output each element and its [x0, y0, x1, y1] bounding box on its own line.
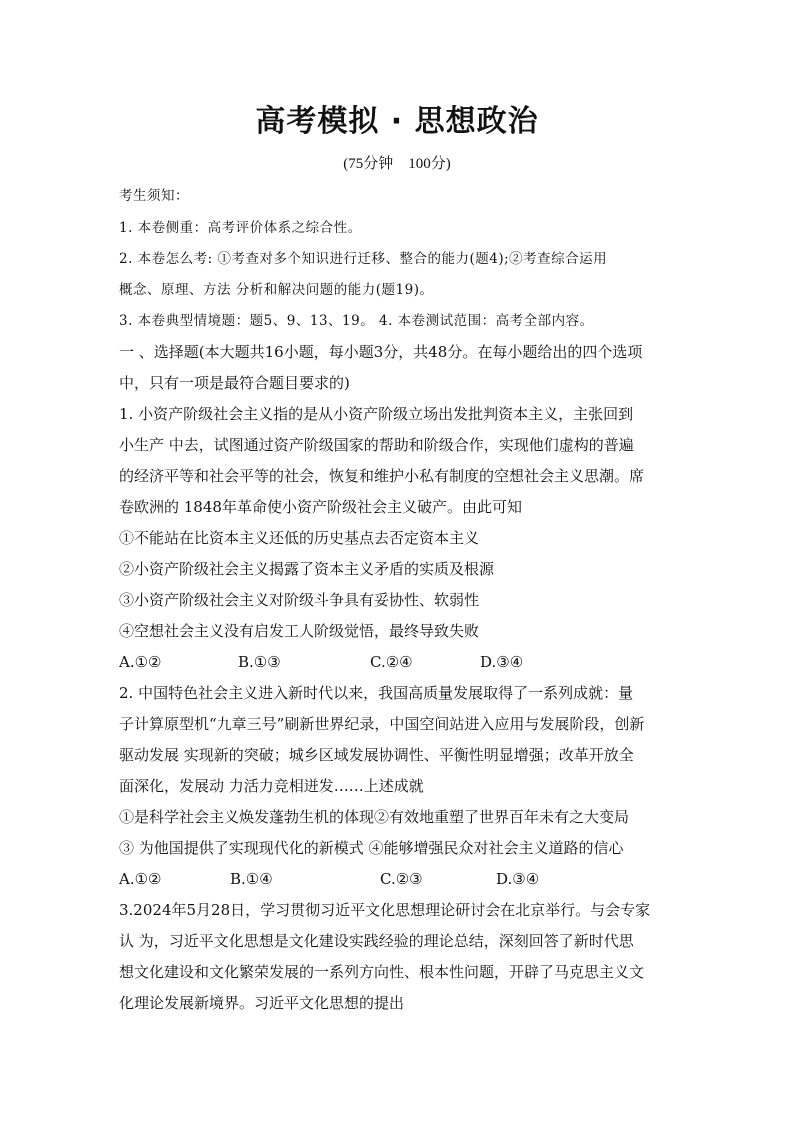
notice-item: 概念、原理、方法 分析和解决问题的能力(题19)。 — [119, 282, 434, 298]
section-instructions: 中，只有一项是最符合题目要求的) — [119, 374, 350, 392]
notice-item: 2. 本卷怎么考: ①考查对多个知识进行迁移、整合的能力(题4);②考查综合运用 — [119, 251, 608, 267]
question-2-stem: 子计算原型机“九章三号”刷新世界纪录，中国空间站进入应用与发展阶段，创新 — [119, 715, 645, 733]
question-3-stem: 3.2024年5月28日，学习贯彻习近平文化思想理论研讨会在北京举行。与会专家 — [119, 901, 651, 919]
question-1-statement: ②小资产阶级社会主义揭露了资本主义矛盾的实质及根源 — [119, 560, 495, 578]
question-1-statement: ①不能站在比资本主义还低的历史基点去否定资本主义 — [119, 529, 480, 547]
option-c[interactable]: C.②③ — [380, 870, 423, 888]
question-1-statement: ④空想社会主义没有启发工人阶级觉悟，最终导致失败 — [119, 622, 480, 640]
question-2-options — [119, 869, 679, 889]
notice-item: 1. 本卷侧重：高考评价体系之综合性。 — [119, 220, 362, 236]
question-1-stem: 小生产 中去，试图通过资产阶级国家的帮助和阶级合作，实现他们虚构的普遍 — [119, 436, 634, 454]
option-c[interactable]: C.②④ — [370, 653, 413, 671]
exam-duration-score: (75分钟 100分) — [343, 156, 451, 172]
option-b[interactable]: B.①③ — [238, 653, 281, 671]
question-2-stem: 面深化，发展动 力活力竞相迸发……上述成就 — [119, 777, 424, 795]
option-a[interactable]: A.①② — [119, 653, 162, 671]
option-d[interactable]: D.③④ — [480, 653, 524, 671]
question-1-stem: 的经济平等和社会平等的社会，恢复和维护小私有制度的空想社会主义思潮。席 — [119, 467, 645, 485]
question-1-statement: ③小资产阶级社会主义对阶级斗争具有妥协性、软弱性 — [119, 591, 480, 609]
option-a[interactable]: A.①② — [119, 870, 162, 888]
question-3-stem: 认 为，习近平文化思想是文化建设实践经验的理论总结，深刻回答了新时代思 — [119, 932, 634, 950]
question-2-statement: ①是科学社会主义焕发蓬勃生机的体现②有效地重塑了世界百年未有之大变局 — [119, 808, 630, 826]
question-3-stem: 想文化建设和文化繁荣发展的一系列方向性、根本性问题，开辟了马克思主义文 — [119, 963, 645, 981]
option-d[interactable]: D.③④ — [496, 870, 540, 888]
notice-heading: 考生须知： — [119, 188, 189, 204]
notice-item: 3. 本卷典型情境题：题5、9、13、19。 4. 本卷测试范围：高考全部内容。 — [119, 313, 594, 329]
question-1-stem: 卷欧洲的 1848年革命使小资产阶级社会主义破产。由此可知 — [119, 498, 522, 516]
question-2-stem: 2. 中国特色社会主义进入新时代以来，我国高质量发展取得了一系列成就：量 — [119, 684, 634, 702]
question-2-statement: ③ 为他国提供了实现现代化的新模式 ④能够增强民众对社会主义道路的信心 — [119, 839, 624, 857]
exam-title: 高考模拟 · 思想政治 — [255, 104, 539, 139]
option-b[interactable]: B.①④ — [230, 870, 273, 888]
section-instructions: 一 、选择题(本大题共16小题，每小题3分，共48分。在每小题给出的四个选项 — [119, 343, 643, 361]
question-1-stem: 1. 小资产阶级社会主义指的是从小资产阶级立场出发批判资本主义，主张回到 — [119, 405, 634, 423]
question-2-stem: 驱动发展 实现新的突破；城乡区域发展协调性、平衡性明显增强；改革开放全 — [119, 746, 634, 764]
question-1-options — [119, 652, 679, 672]
question-3-stem: 化理论发展新境界。习近平文化思想的提出 — [119, 994, 405, 1012]
